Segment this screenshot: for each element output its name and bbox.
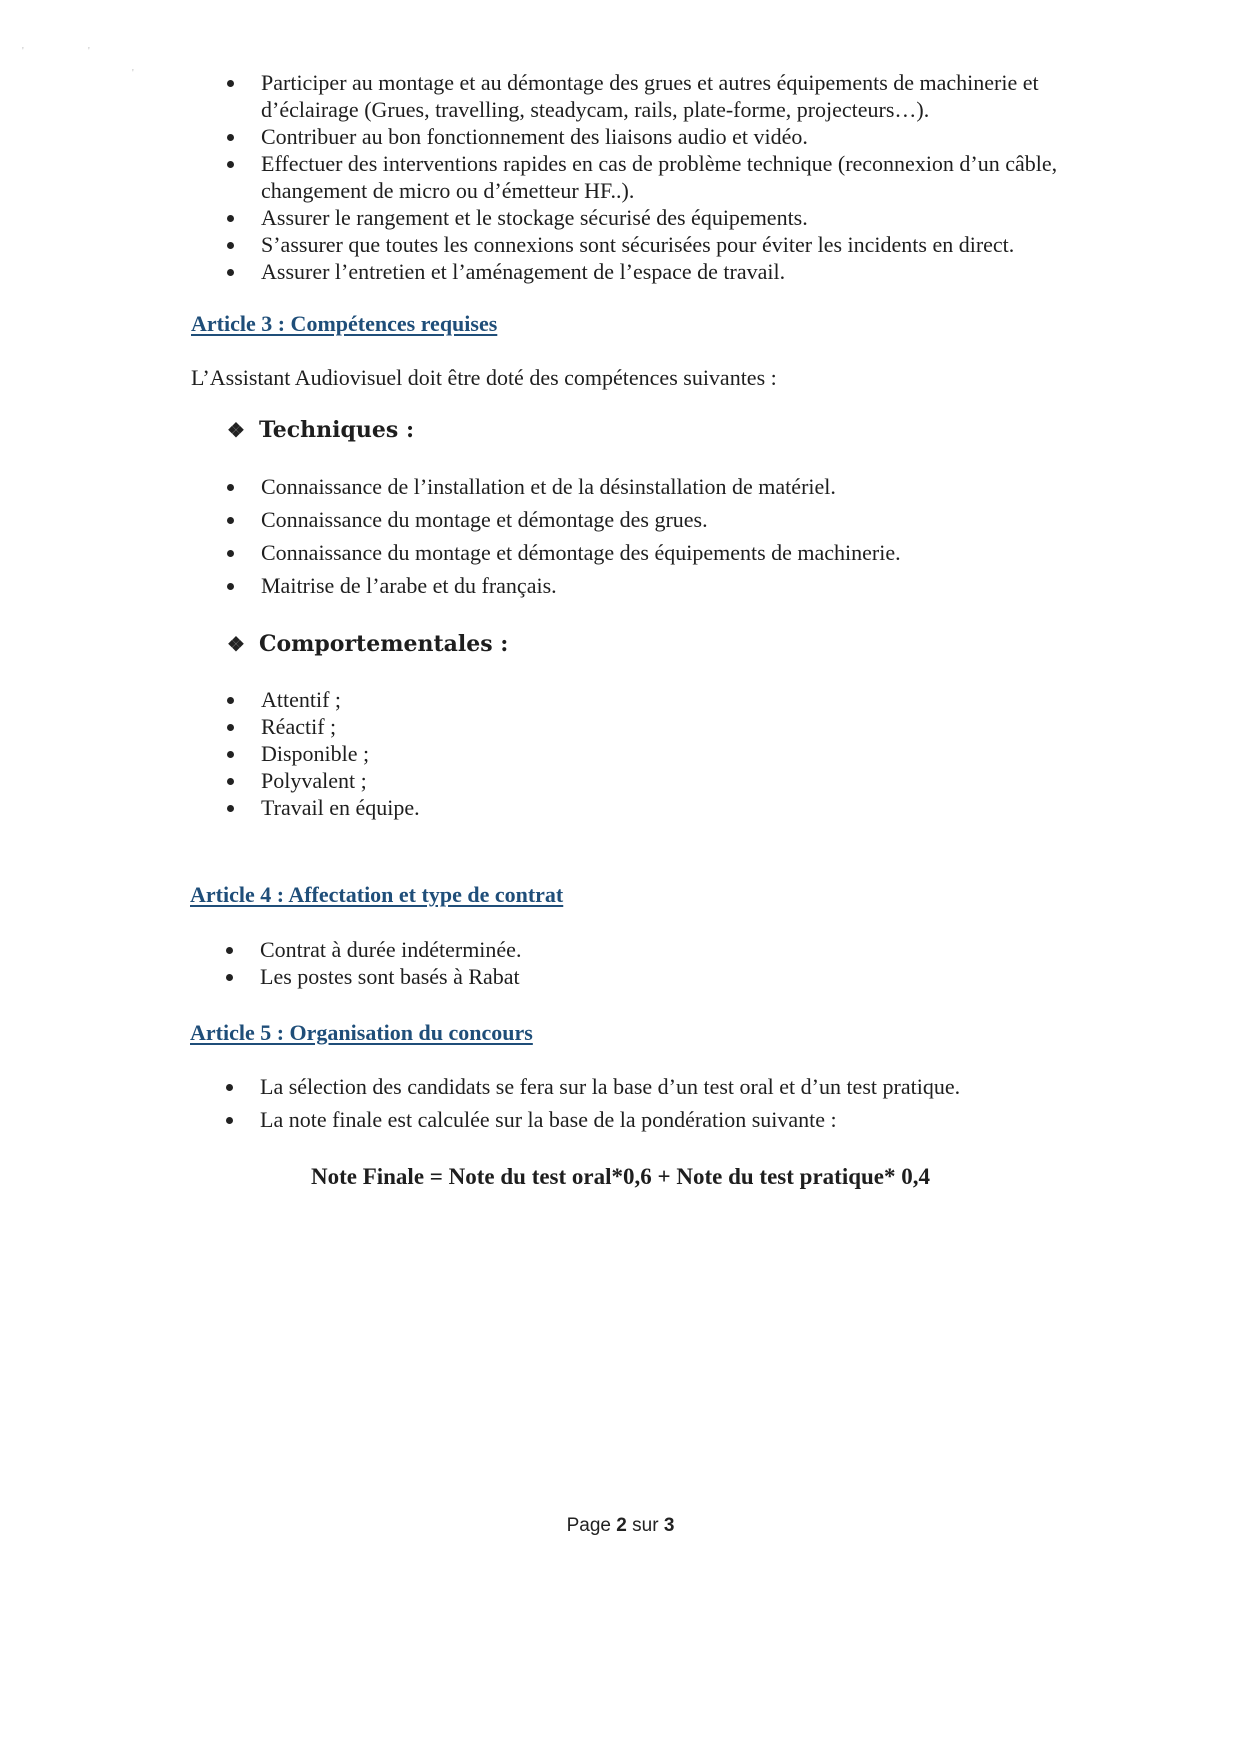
list-item: Maitrise de l’arabe et du français.	[225, 569, 1125, 602]
list-item: Contribuer au bon fonctionnement des liaisons audio et vidéo.	[225, 123, 1075, 150]
list-item: Réactif ;	[225, 713, 825, 740]
list-item: Participer au montage et au démontage des grues et autres équipements de machinerie et d’éclairage (Grues, travelling, steadycam, rails, plate-forme, projecteurs…).	[225, 69, 1075, 123]
comportementales-list	[225, 686, 825, 821]
article-4-list	[224, 936, 924, 990]
of-label: sur	[632, 1515, 659, 1536]
list-item: Connaissance du montage et démontage des équipements de machinerie.	[225, 536, 1125, 569]
final-grade-formula: Note Finale = Note du test oral*0,6 + Note du test pratique* 0,4	[310, 1164, 931, 1189]
list-item: Contrat à durée indéterminée.	[224, 936, 924, 963]
tasks-list	[225, 69, 1075, 285]
list-item: Connaissance du montage et démontage des grues.	[225, 503, 1125, 536]
page-label: Page	[566, 1515, 611, 1536]
comportementales-title: Comportementales :	[258, 631, 509, 657]
list-item: Effectuer des interventions rapides en cas de problème technique (reconnexion d’un câble, changement de micro ou d’émetteur HF..).	[225, 150, 1075, 204]
list-item: Attentif ;	[225, 686, 825, 713]
scan-speck: '	[88, 46, 90, 57]
scan-speck: '	[22, 46, 24, 57]
techniques-subheading	[227, 415, 414, 445]
list-item: Connaissance de l’installation et de la désinstallation de matériel.	[225, 470, 1125, 503]
list-item: La sélection des candidats se fera sur la base d’un test oral et d’un test pratique.	[224, 1070, 1124, 1103]
list-item: Polyvalent ;	[225, 767, 825, 794]
diamond-bullet-icon: ❖	[227, 632, 245, 656]
list-item: Disponible ;	[225, 740, 825, 767]
page-number: 2	[616, 1515, 627, 1536]
article-4-heading: Article 4 : Affectation et type de contrat	[190, 882, 564, 907]
list-item: Assurer l’entretien et l’aménagement de l’espace de travail.	[225, 258, 1075, 285]
list-item: S’assurer que toutes les connexions sont sécurisées pour éviter les incidents en direct.	[225, 231, 1075, 258]
techniques-list	[225, 470, 1125, 602]
diamond-bullet-icon: ❖	[227, 418, 245, 442]
comportementales-subheading	[227, 629, 508, 659]
scan-speck: '	[132, 68, 134, 79]
techniques-title: Techniques :	[258, 417, 415, 443]
article-3-heading: Article 3 : Compétences requises	[191, 311, 498, 336]
page-footer	[0, 1514, 1241, 1538]
article-5-list	[224, 1070, 1124, 1136]
list-item: Assurer le rangement et le stockage sécurisé des équipements.	[225, 204, 1075, 231]
list-item: La note finale est calculée sur la base de la pondération suivante :	[224, 1103, 1124, 1136]
article-3-intro: L’Assistant Audiovisuel doit être doté des compétences suivantes :	[191, 365, 777, 390]
list-item: Les postes sont basés à Rabat	[224, 963, 924, 990]
article-5-heading: Article 5 : Organisation du concours	[190, 1020, 533, 1045]
list-item: Travail en équipe.	[225, 794, 825, 821]
page-total: 3	[663, 1515, 675, 1536]
